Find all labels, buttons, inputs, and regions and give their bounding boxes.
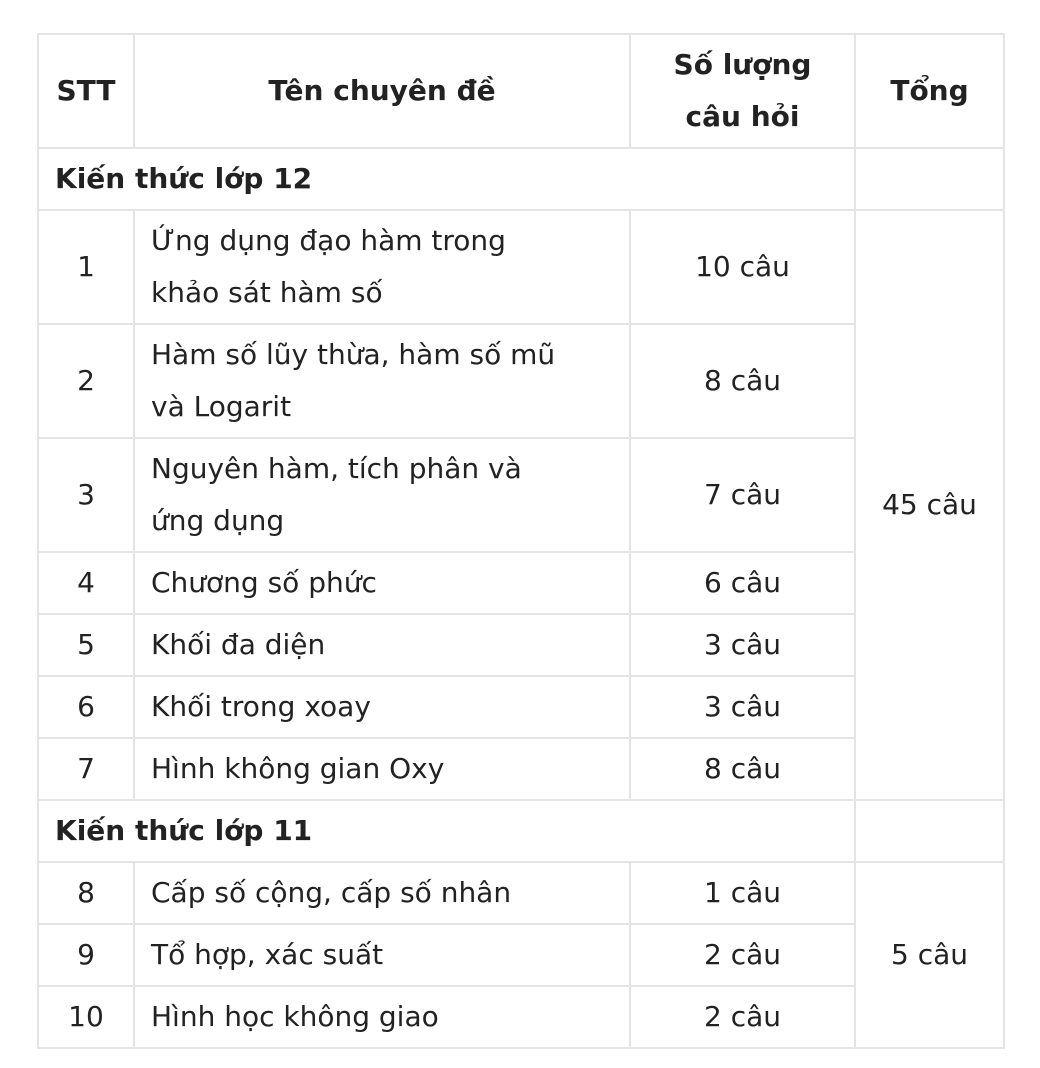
row-stt: 9 bbox=[38, 924, 134, 986]
row-stt: 1 bbox=[38, 210, 134, 324]
row-stt: 7 bbox=[38, 738, 134, 800]
header-total: Tổng bbox=[855, 34, 1004, 148]
row-topic-line1: Nguyên hàm, tích phân và bbox=[151, 452, 522, 485]
row-count: 1 câu bbox=[630, 862, 855, 924]
row-count: 2 câu bbox=[630, 986, 855, 1048]
header-topic: Tên chuyên đề bbox=[134, 34, 630, 148]
section-total-blank bbox=[855, 148, 1004, 210]
section-title-grade-11: Kiến thức lớp 11 bbox=[38, 800, 855, 862]
row-stt: 6 bbox=[38, 676, 134, 738]
row-topic bbox=[134, 210, 630, 324]
table-row bbox=[38, 210, 1004, 324]
row-count: 8 câu bbox=[630, 324, 855, 438]
row-count: 3 câu bbox=[630, 676, 855, 738]
header-stt: STT bbox=[38, 34, 134, 148]
row-topic bbox=[134, 324, 630, 438]
row-count: 6 câu bbox=[630, 552, 855, 614]
row-topic: Khối trong xoay bbox=[134, 676, 630, 738]
section-row-grade-12 bbox=[38, 148, 1004, 210]
row-topic-line1: Ứng dụng đạo hàm trong bbox=[151, 224, 506, 257]
section-total-blank bbox=[855, 800, 1004, 862]
row-stt: 4 bbox=[38, 552, 134, 614]
section-total-grade-12: 45 câu bbox=[855, 210, 1004, 800]
row-topic: Khối đa diện bbox=[134, 614, 630, 676]
row-topic-line2: ứng dụng bbox=[151, 504, 285, 537]
row-count: 8 câu bbox=[630, 738, 855, 800]
row-topic-line1: Hàm số lũy thừa, hàm số mũ bbox=[151, 338, 556, 371]
exam-structure-table bbox=[37, 33, 1005, 1049]
row-topic: Cấp số cộng, cấp số nhân bbox=[134, 862, 630, 924]
row-topic: Chương số phức bbox=[134, 552, 630, 614]
row-stt: 8 bbox=[38, 862, 134, 924]
row-stt: 10 bbox=[38, 986, 134, 1048]
row-topic bbox=[134, 438, 630, 552]
row-stt: 2 bbox=[38, 324, 134, 438]
table-row bbox=[38, 862, 1004, 924]
header-count-line2: câu hỏi bbox=[685, 100, 800, 133]
row-topic: Hình học không giao bbox=[134, 986, 630, 1048]
header-row bbox=[38, 34, 1004, 148]
row-stt: 3 bbox=[38, 438, 134, 552]
row-count: 2 câu bbox=[630, 924, 855, 986]
header-count-line1: Số lượng bbox=[673, 48, 812, 81]
section-total-grade-11: 5 câu bbox=[855, 862, 1004, 1048]
header-count bbox=[630, 34, 855, 148]
row-count: 10 câu bbox=[630, 210, 855, 324]
row-count: 3 câu bbox=[630, 614, 855, 676]
section-row-grade-11 bbox=[38, 800, 1004, 862]
row-stt: 5 bbox=[38, 614, 134, 676]
row-topic: Tổ hợp, xác suất bbox=[134, 924, 630, 986]
section-title-grade-12: Kiến thức lớp 12 bbox=[38, 148, 855, 210]
row-topic: Hình không gian Oxy bbox=[134, 738, 630, 800]
row-topic-line2: và Logarit bbox=[151, 390, 292, 423]
row-count: 7 câu bbox=[630, 438, 855, 552]
row-topic-line2: khảo sát hàm số bbox=[151, 276, 383, 309]
